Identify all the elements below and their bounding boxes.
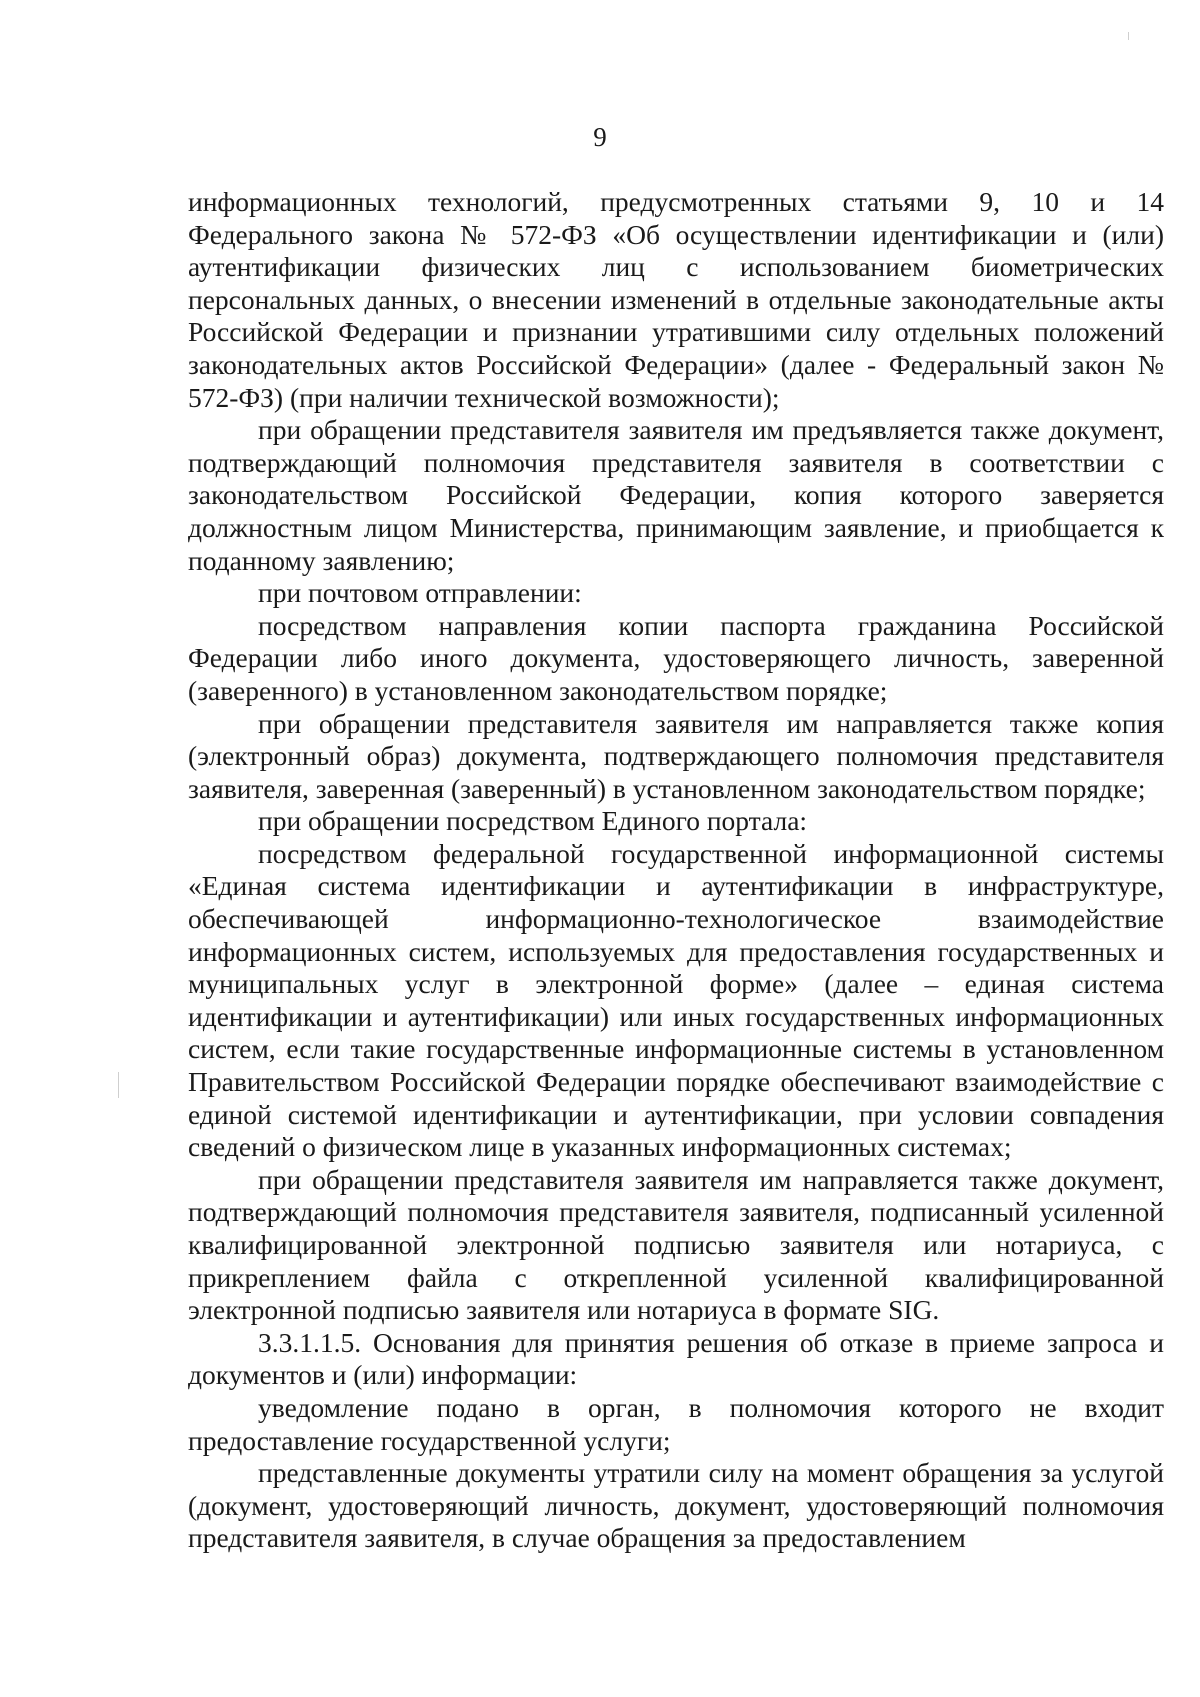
page-number: 9 [593, 122, 607, 152]
paragraph-7: посредством федеральной государственной информационной системы «Единая система идентификации и аутентификации в инфраструктуре, обеспечивающей информационно-технологическое взаимодействие информационных систем, используемых для предоставления государственных и муниципальных услуг в электронной форме» (далее – единая система идентификации и аутентификации) или иных государственных информационных систем, если такие государственные информационные системы в установленном Правительством Российской Федерации порядке обеспечивают взаимодействие с единой системой идентификации и аутентификации, при условии совпадения сведений о физическом лице в указанных информационных системах; [188, 837, 1164, 1163]
paragraph-5: при обращении представителя заявителя им направляется также копия (электронный образ) документа, подтверждающего полномочия представителя заявителя, заверенная (заверенный) в установленном законодательством порядке; [188, 707, 1164, 804]
paragraph-4: посредством направления копии паспорта гражданина Российской Федерации либо иного документа, удостоверяющего личность, заверенной (заверенного) в установленном законодательством порядке; [188, 609, 1164, 706]
paragraph-8: при обращении представителя заявителя им направляется также документ, подтверждающий полномочия представителя заявителя, подписанный усиленной квалифицированной электронной подписью заявителя или нотариуса, с прикреплением файла с открепленной усиленной квалифицированной электронной подписью заявителя или нотариуса в формате SIG. [188, 1163, 1164, 1326]
paragraph-11: представленные документы утратили силу на момент обращения за услугой (документ, удостоверяющий личность, документ, удостоверяющий полномочия представителя заявителя, в случае обращения за предоставлением [188, 1457, 1164, 1554]
paragraph-6: при обращении посредством Единого портала: [258, 805, 808, 837]
paragraph-9: 3.3.1.1.5. Основания для принятия решения об отказе в приеме запроса и документов и (или) информации: [188, 1326, 1164, 1391]
paragraph-2: при обращении представителя заявителя им предъявляется также документ, подтверждающий полномочия представителя заявителя в соответствии с законодательством Российской Федерации, копия которого заверяется должностным лицом Министерства, принимающим заявление, и приобщается к поданному заявлению; [188, 414, 1164, 576]
scan-edge-mark [118, 1072, 119, 1098]
paragraph-10: уведомление подано в орган, в полномочия которого не входит предоставление государственной услуги; [188, 1391, 1164, 1456]
paragraph-1: информационных технологий, предусмотренных статьями 9, 10 и 14 Федерального закона № 572-ФЗ «Об осуществлении идентификации и (или) аутентификации физических лиц с использованием биометрических персональных данных, о внесении изменений в отдельные законодательные акты Российской Федерации и признании утратившими силу отдельных положений законодательных актов Российской Федерации» (далее - Федеральный закон № 572-ФЗ) (при наличии технической возможности); [188, 186, 1164, 413]
scan-corner-mark [1128, 32, 1129, 40]
document-body [188, 186, 1164, 1555]
paragraph-3: при почтовом отправлении: [258, 577, 582, 609]
